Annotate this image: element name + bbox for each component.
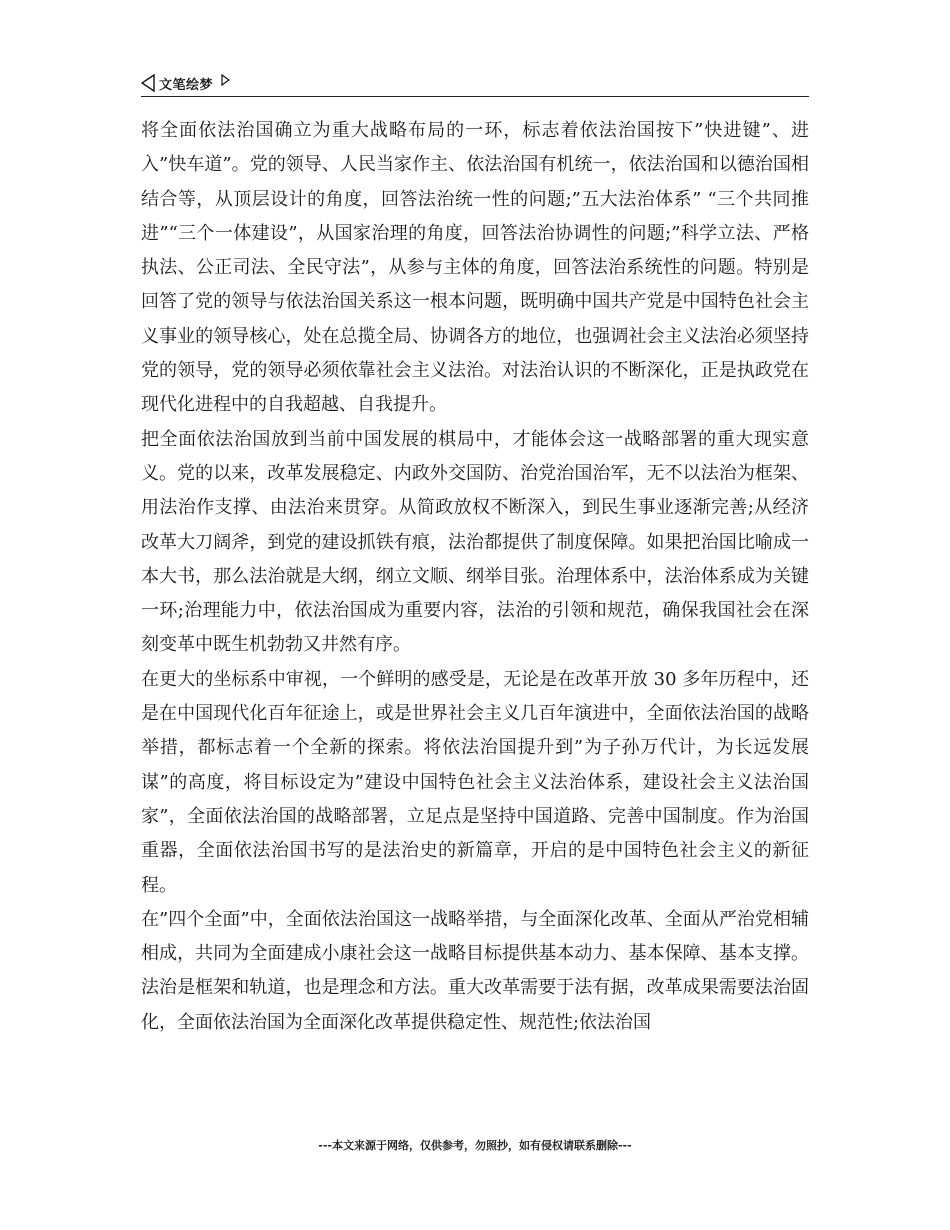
- triangle-right-outline-icon: [221, 74, 230, 86]
- header-brand: 文笔绘梦: [159, 77, 214, 93]
- triangle-left-outline-icon: [141, 74, 155, 92]
- paragraph: 在”四个全面”中，全面依法治国这一战略举措，与全面深化改革、全面从严治党相辅相成，共同为全面建成小康社会这一战略目标提供基本动力、基本保障、基本支撑。法治是框架和轨道，也是理念和方法。重大改革需要于法有据，改革成果需要法治固化，全面依法治国为全面深化改革提供稳定性、规范性;依法治国: [141, 908, 809, 1033]
- paragraph: 把全面依法治国放到当前中国发展的棋局中，才能体会这一战略部署的重大现实意义。党的以来，改革发展稳定、内政外交国防、治党治国治军，无不以法治为框架、用法治作支撑、由法治来贯穿。从简政放权不断深入，到民生事业逐渐完善;从经济改革大刀阔斧，到党的建设抓铁有痕，法治都提供了制度保障。如果把治国比喻成一本大书，那么法治就是大纲，纲立文顺、纲举目张。治理体系中，法治体系成为关键一环;治理能力中，依法治国成为重要内容，法治的引领和规范，确保我国社会在深刻变革中既生机勃勃又井然有序。: [141, 428, 809, 656]
- document-body: [141, 114, 809, 1040]
- page-header: [141, 70, 809, 97]
- paragraph: 在更大的坐标系中审视，一个鲜明的感受是，无论是在改革开放 30 多年历程中，还是在中国现代化百年征途上，或是世界社会主义几百年演进中，全面依法治国的战略举措，都标志着一个全新的探索。将依法治国提升到”为子孙万代计，为长远发展谋”的高度，将目标设定为”建设中国特色社会主义法治体系，建设社会主义法治国家”，全面依法治国的战略部署，立足点是坚持中国道路、完善中国制度。作为治国重器，全面依法治国书写的是法治史的新篇章，开启的是中国特色社会主义的新征程。: [141, 668, 809, 896]
- paragraph: 将全面依法治国确立为重大战略布局的一环，标志着依法治国按下”快进键”、进入”快车道”。党的领导、人民当家作主、依法治国有机统一，依法治国和以德治国相结合等，从顶层设计的角度，回答法治统一性的问题;”五大法治体系” “三个共同推进”“三个一体建设”，从国家治理的角度，回答法治协调性的问题;”科学立法、严格执法、公正司法、全民守法”，从参与主体的角度，回答法治系统性的问题。特别是回答了党的领导与依法治国关系这一根本问题，既明确中国共产党是中国特色社会主义事业的领导核心，处在总揽全局、协调各方的地位，也强调社会主义法治必须坚持党的领导，党的领导必须依靠社会主义法治。对法治认识的不断深化，正是执政党在现代化进程中的自我超越、自我提升。: [141, 120, 809, 416]
- footer-notice: ---本文来源于网络，仅供参考，勿照抄，如有侵权请联系删除---: [318, 1139, 632, 1152]
